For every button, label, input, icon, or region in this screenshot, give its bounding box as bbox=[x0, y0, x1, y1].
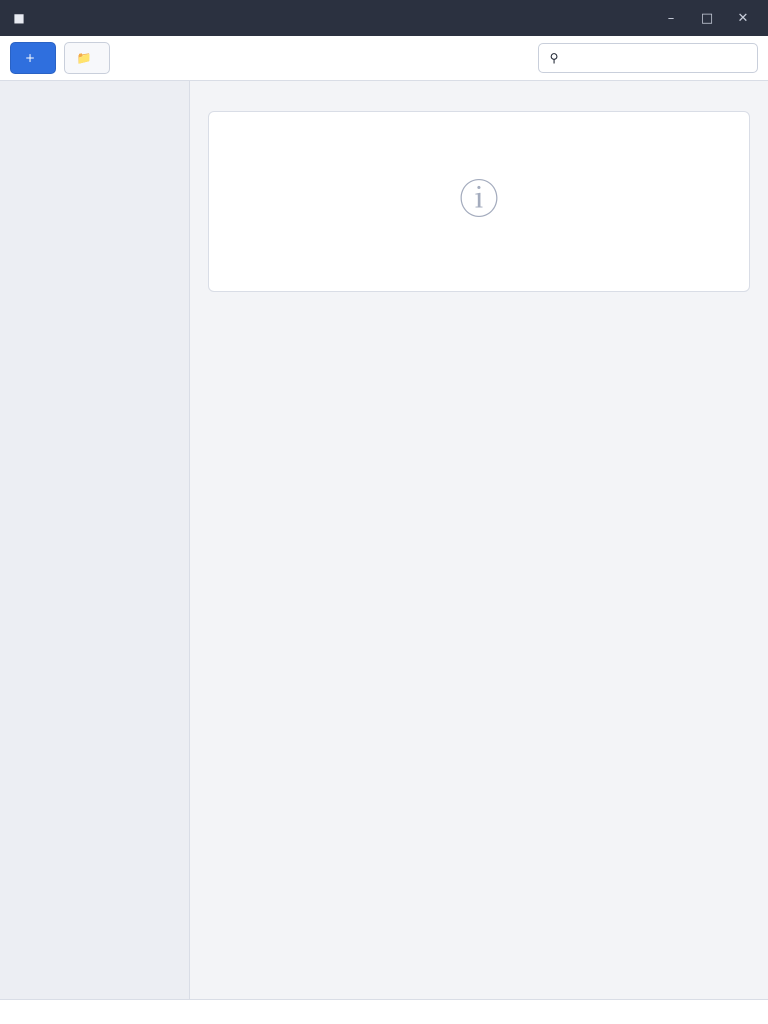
maximize-button[interactable]: □ bbox=[700, 10, 714, 26]
toolbar bbox=[0, 36, 768, 81]
info-icon: ⓘ bbox=[459, 177, 499, 223]
title-bar bbox=[0, 0, 768, 36]
folder-icon: 📁 bbox=[76, 51, 92, 65]
sidebar bbox=[0, 81, 190, 999]
sidebar-heading bbox=[0, 91, 189, 103]
search-icon: ⚲ bbox=[549, 51, 559, 65]
open-button[interactable] bbox=[64, 42, 110, 74]
app-icon: ■ bbox=[13, 11, 25, 25]
content-area bbox=[0, 81, 768, 999]
new-button[interactable] bbox=[10, 42, 56, 74]
content-panel bbox=[208, 111, 750, 292]
plus-icon: + bbox=[24, 51, 36, 65]
minimize-button[interactable]: – bbox=[667, 10, 675, 26]
search-input[interactable] bbox=[567, 50, 749, 66]
empty-state bbox=[225, 128, 733, 275]
status-bar bbox=[0, 999, 768, 1024]
search-box[interactable] bbox=[538, 43, 758, 73]
main-panel bbox=[190, 81, 768, 999]
close-button[interactable]: ✕ bbox=[737, 10, 749, 26]
